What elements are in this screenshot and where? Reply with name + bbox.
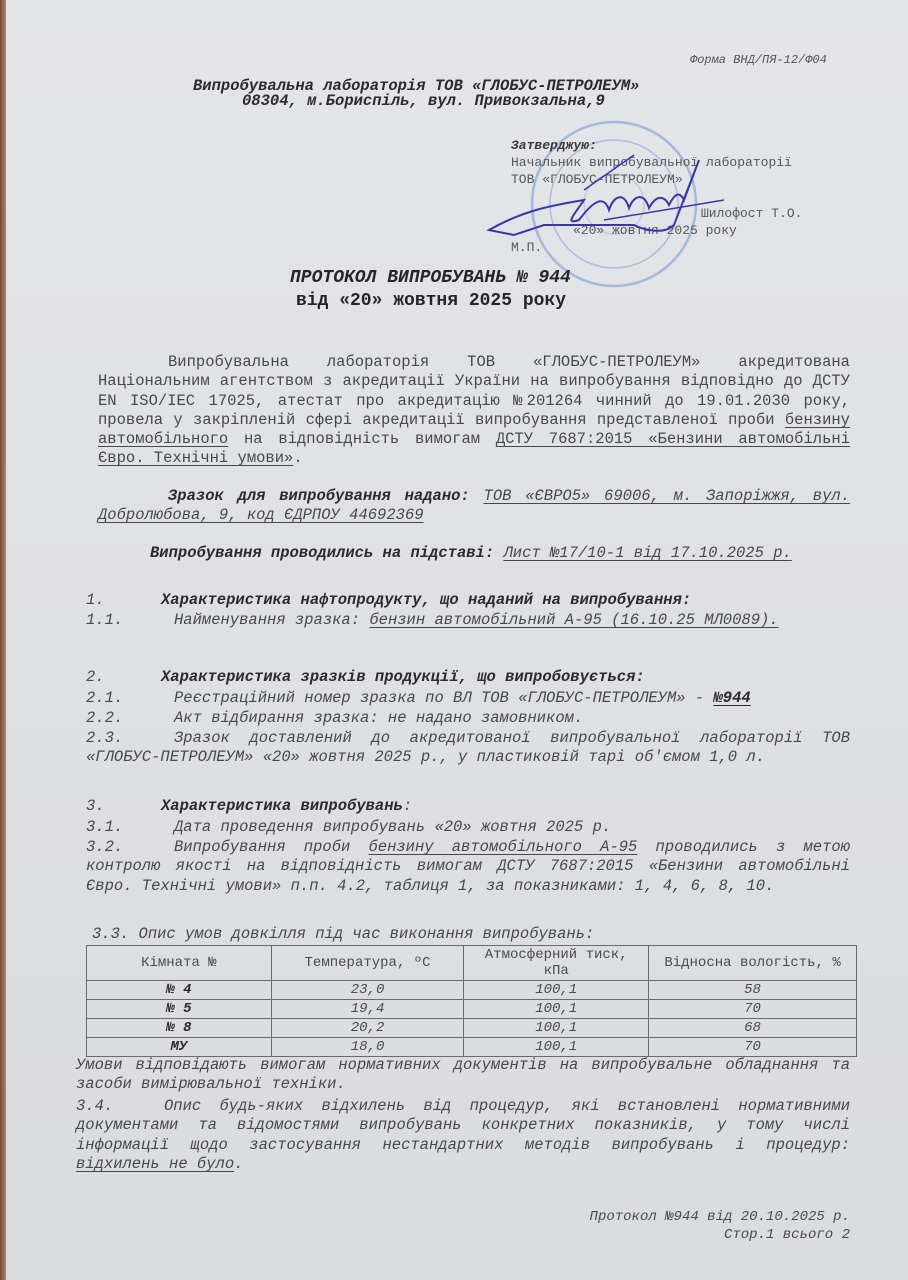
tested-product: бензину автомобільного А-95: [368, 838, 638, 856]
section-3-item-2: 3.2. Випробування проби бензину автомобільного А-95 проводились з метою контролю якості на відповідність вимогам ДСТУ 7687:2015 «Бензини автомобільні Євро. Технічні умови» п.п. 4.2, таблиця 1, за показниками: 1, 4, 6, 8, 10.: [86, 838, 850, 895]
section-2-item-1: 2.1. Реєстраційний номер зразка по ВЛ ТОВ «ГЛОБУС-ПЕТРОЛЕУМ» - №944: [86, 689, 751, 707]
conditions-note: Умови відповідають вимогам нормативних документів на випробувальне обладнання та засоби вимірювальної техніки.: [76, 1056, 850, 1094]
section-2-heading: 2. Характеристика зразків продукції, що випробовується:: [86, 668, 645, 686]
registration-number: №944: [713, 689, 751, 707]
environment-table: [86, 945, 857, 1057]
protocol-date: від «20» жовтня 2025 року: [296, 291, 567, 311]
sample-name-value: бензин автомобільний А-95 (16.10.25 МЛ0089).: [369, 611, 779, 629]
table-row: № 4 23,0 100,1 58: [87, 981, 857, 1000]
section-1-heading: 1. Характеристика нафтопродукту, що наданий на випробування:: [86, 591, 692, 609]
col-temperature: Температура, ºС: [271, 946, 464, 981]
lab-address: 08304, м.Бориспіль, вул. Привокзальна,9: [242, 92, 605, 110]
sample-provided-value: ТОВ «ЄВРО5» 69006, м. Запоріжжя, вул. Добролюбова, 9, код ЄДРПОУ 44692369: [98, 487, 850, 525]
test-basis-value: Лист №17/10-1 від 17.10.2025 р.: [503, 544, 792, 562]
section-3-heading: 3. Характеристика випробувань:: [86, 797, 413, 815]
intro-product: бензину автомобільного: [98, 410, 850, 449]
test-basis: [98, 544, 850, 563]
table-row: МУ 18,0 100,1 70: [87, 1038, 857, 1057]
approve-label: Затверджую:: [511, 138, 597, 153]
intro-standard: ДСТУ 7687:2015 «Бензини автомобільні Євро. Технічні умови»: [98, 430, 850, 468]
table-header-row: [87, 946, 857, 981]
lab-name: Випробувальна лабораторія ТОВ «ГЛОБУС-ПЕТРОЛЕУМ»: [193, 77, 640, 95]
approver-name: Шилофост Т.О.: [701, 206, 803, 221]
protocol-title: ПРОТОКОЛ ВИПРОБУВАНЬ № 944: [290, 268, 571, 288]
approver-position-2: ТОВ «ГЛОБУС-ПЕТРОЛЕУМ»: [511, 172, 683, 187]
section-3-item-1: 3.1. Дата проведення випробувань «20» жовтня 2025 р.: [86, 818, 612, 836]
table-row: № 8 20,2 100,1 68: [87, 1019, 857, 1038]
col-pressure: Атмосферний тиск, кПа: [464, 946, 649, 981]
section-3-item-3: 3.3. Опис умов довкілля під час виконання випробувань:: [92, 925, 595, 943]
footer-page-info: Стор.1 всього 2: [723, 1227, 850, 1243]
table-row: № 5 19,4 100,1 70: [87, 1000, 857, 1019]
approver-position-1: Начальник випробувальної лабораторії: [511, 155, 792, 170]
deviations-value: відхилень не було: [76, 1154, 235, 1173]
stamp-place: М.П.: [511, 240, 543, 255]
col-humidity: Відносна вологість, %: [649, 946, 857, 981]
form-code: Форма ВНД/ПЯ-12/Ф04: [690, 53, 827, 67]
test-basis-label: Випробування проводились на підставі:: [150, 544, 495, 562]
approval-date: «20» жовтня 2025 року: [573, 223, 737, 238]
section-2-item-2: 2.2. Акт відбирання зразка: не надано замовником.: [86, 709, 584, 727]
signature: [484, 150, 734, 250]
sample-provided: [98, 487, 850, 526]
sample-provided-label: Зразок для випробування надано:: [168, 487, 470, 505]
col-room: Кімната №: [87, 946, 272, 981]
section-3-item-4: 3.4. Опис будь-яких відхилень від процедур, які встановлені нормативними документами та відомостями випробувань конкретних показників, у тому числі інформації щодо застосування нестандартних методів випробувань і процедур: відхилень не було.: [76, 1097, 850, 1173]
intro-paragraph: Випробувальна лабораторія ТОВ «ГЛОБУС-ПЕТРОЛЕУМ» акредитована Національним агентством з акредитації України на випробування відповідно до ДСТУ EN ISO/IEC 17025, атестат про акредитацію №201264 чинний до 19.01.2030 року, провела у закріпленій сфері акредитації випробування представленої проби бензину автомобільного на відповідність вимогам ДСТУ 7687:2015 «Бензини автомобільні Євро. Технічні умови».: [98, 353, 850, 468]
section-1-item: 1.1. Найменування зразка: бензин автомобільний А-95 (16.10.25 МЛ0089).: [86, 611, 779, 629]
section-2-item-3: 2.3. Зразок доставлений до акредитованої випробувальної лабораторії ТОВ «ГЛОБУС-ПЕТРОЛЕУМ» «20» жовтня 2025 р., у пластиковій тарі об'ємом 1,0 л.: [86, 729, 850, 767]
footer-protocol-ref: Протокол №944 від 20.10.2025 р.: [589, 1209, 850, 1225]
